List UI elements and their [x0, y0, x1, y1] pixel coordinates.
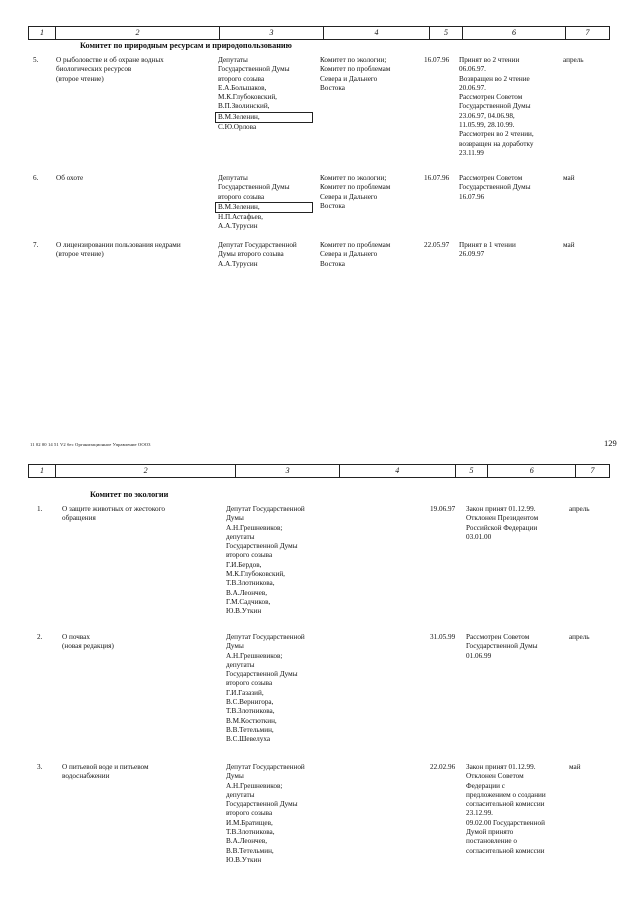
responsible-committee: Комитет по экологии; Комитет по проблемам Севера и Дальнего Востока: [320, 56, 391, 92]
col-header-3: 3: [235, 465, 339, 477]
bill-authors: Депутат Государственной Думы второго созыва А.А.Турусин: [218, 241, 297, 268]
col-header-6: 6: [462, 27, 565, 39]
bill-title: О питьевой воде и питьевом водоснабжении: [62, 763, 149, 781]
bill-status: Закон принят 01.12.99. Отклонен Президентом Российской Федерации 03.01.00: [466, 505, 539, 541]
bill-status: Принят в 1 чтении 26.09.97: [459, 241, 516, 259]
responsible-committee: Комитет по проблемам Севера и Дальнего Востока: [320, 241, 391, 268]
authors-text: Н.П.Астафьев, А.А.Турусин: [218, 212, 263, 231]
bill-authors: [218, 56, 313, 132]
submission-date: 31.05.99: [430, 633, 456, 641]
col-header-3: 3: [219, 27, 323, 39]
section-title-natural-resources: Комитет по природным ресурсам и природопользованию: [80, 41, 292, 50]
col-header-5: 5: [455, 465, 488, 477]
bill-authors: Депутат Государственной Думы А.Н.Грешневиков; депутаты Государственной Думы второго созыва Г.И.Газазий, В.С.Вернигора, Т.В.Злотникова, В.М.Костюткин, В.В.Тетельмин, В.С.Шевелуха: [226, 633, 305, 744]
bill-title: О рыболовстве и об охране водных биологических ресурсов (второе чтение): [56, 56, 164, 83]
section-title-ecology: Комитет по экологии: [90, 490, 169, 499]
bill-status: Принят во 2 чтении 06.06.97. Возвращен во 2 чтение 20.06.97. Рассмотрен Советом Государственной Думы 23.06.97, 04.06.98, 11.05.99, 28.10.99. Рассмотрен во 2 чтении, возвращен на доработку 23.11.99: [459, 56, 534, 157]
responsible-committee: Комитет по экологии; Комитет по проблемам Севера и Дальнего Востока: [320, 174, 391, 210]
authors-text: С.Ю.Орлова: [218, 122, 257, 131]
plan-month: апрель: [569, 505, 590, 513]
bill-status: Закон принят 01.12.99. Отклонен Советом Федерации с предложением о создании согласительной комиссии 23.12.99. 09.02.00 Государственной Думой принято постановление о согласительной комиссии: [466, 763, 546, 855]
page-number: 129: [604, 438, 617, 448]
row-number: 5.: [33, 56, 39, 64]
plan-month: апрель: [563, 56, 584, 64]
col-header-6: 6: [487, 465, 575, 477]
row-number: 7.: [33, 241, 39, 249]
row-number: 2.: [37, 633, 43, 641]
bill-title: Об охоте: [56, 174, 84, 182]
col-header-7: 7: [565, 27, 609, 39]
submission-date: 16.07.96: [424, 56, 450, 64]
col-header-1: 1: [40, 28, 44, 37]
plan-month: май: [563, 174, 575, 182]
bill-authors: Депутат Государственной Думы А.Н.Грешневиков; депутаты Государственной Думы второго созыва Г.И.Бердов, М.К.Глубоковский, Т.В.Злотникова, В.А.Леончев, Г.М.Садчиков, Ю.В.Уткин: [226, 505, 305, 616]
row-number: 3.: [37, 763, 43, 771]
submission-date: 16.07.96: [424, 174, 450, 182]
highlighted-author: В.М.Зеленин,: [215, 202, 313, 213]
plan-month: апрель: [569, 633, 590, 641]
bill-status: Рассмотрен Советом Государственной Думы 01.06.99: [466, 633, 538, 660]
bill-status: Рассмотрен Советом Государственной Думы 16.07.96: [459, 174, 531, 201]
col-header-5: 5: [429, 27, 462, 39]
authors-text: Депутаты Государственной Думы второго созыва Е.А.Большаков, М.К.Глубоковский, В.П.Зволинский,: [218, 56, 290, 111]
bill-title: О лицензировании пользования недрами (второе чтение): [56, 241, 181, 259]
plan-month: май: [569, 763, 581, 771]
col-header-7: 7: [575, 465, 609, 477]
plan-month: май: [563, 241, 575, 249]
col-header-1: 1: [39, 466, 44, 475]
highlighted-author: В.М.Зеленин,: [215, 112, 313, 123]
row-number: 6.: [33, 174, 39, 182]
col-header-2: 2: [55, 27, 219, 39]
col-header-2: 2: [55, 465, 235, 477]
col-header-4: 4: [323, 27, 429, 39]
bill-authors: [218, 174, 313, 231]
bill-title: О защите животных от жестокого обращения: [62, 505, 165, 523]
submission-date: 22.02.96: [430, 763, 456, 771]
bill-authors: Депутат Государственной Думы А.Н.Грешневиков; депутаты Государственной Думы второго созыва И.М.Братищев, Т.В.Злотникова, В.А.Леончев, В.В.Тетельмин, Ю.В.Уткин: [226, 763, 305, 864]
row-number: 1.: [37, 505, 43, 513]
table-header-top: [28, 26, 610, 40]
bill-title: О почвах (новая редакция): [62, 633, 114, 651]
print-footer: 11 02 00 14 51 V2 бес Организационное Управление ООО3: [30, 442, 151, 447]
submission-date: 19.06.97: [430, 505, 456, 513]
col-header-4: 4: [339, 465, 455, 477]
submission-date: 22.05.97: [424, 241, 450, 249]
table-header-bottom: [28, 464, 610, 478]
authors-text: Депутаты Государственной Думы второго созыва: [218, 174, 290, 201]
